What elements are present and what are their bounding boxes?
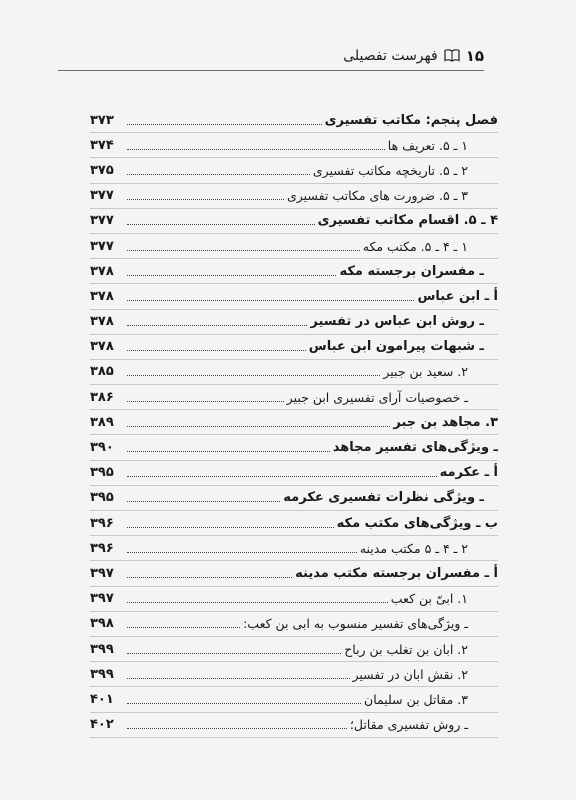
table-of-contents: [90, 108, 498, 738]
toc-entry-title: ۲. نقش ابان در تفسیر: [352, 666, 468, 682]
toc-entry: [90, 108, 498, 133]
toc-entry-page: ۳۹۸: [90, 616, 114, 632]
toc-entry-title: ۱ ـ ۴ ـ ۵. مکتب مکه: [362, 238, 468, 254]
toc-entry-page: ۳۷۴: [90, 137, 114, 153]
toc-entry-title: ۳. مجاهد بن جبر: [393, 414, 498, 430]
toc-entry-title: ـ روش تفسیری مقاتل؛: [349, 717, 468, 733]
page-number: ۱۵: [465, 47, 484, 65]
running-header: [58, 44, 484, 68]
dot-leader: [127, 577, 292, 578]
toc-entry-title: ـ ویژگی‌های تفسیر منسوب به ابی بن کعب:: [243, 616, 468, 632]
toc-entry-page: ۳۷۸: [90, 263, 114, 279]
dot-leader: [127, 300, 414, 301]
toc-entry-page: ۳۹۹: [90, 666, 114, 682]
header-title: فهرست تفصیلی: [343, 48, 438, 64]
toc-entry-page: ۴۰۲: [90, 717, 114, 733]
toc-entry-page: ۳۷۸: [90, 314, 114, 330]
toc-entry-page: ۳۹۶: [90, 540, 114, 556]
toc-entry-title: ـ ویژگی نظرات تفسیری عکرمه: [283, 490, 484, 506]
toc-entry: [90, 209, 498, 234]
dot-leader: [127, 401, 284, 402]
toc-entry-page: ۳۷۷: [90, 213, 114, 229]
book-icon: [444, 47, 460, 66]
dot-leader: [127, 728, 347, 729]
toc-entry-page: ۳۷۸: [90, 288, 114, 304]
toc-entry: [90, 536, 498, 561]
dot-leader: [127, 350, 306, 351]
toc-entry: [90, 335, 498, 360]
toc-entry-title: ۲. سعید بن جبیر: [383, 364, 468, 380]
dot-leader: [127, 678, 350, 679]
toc-entry: [90, 461, 498, 486]
toc-entry: [90, 612, 498, 637]
toc-entry-title: ـ روش ابن عباس در تفسیر: [310, 314, 484, 330]
toc-entry-page: ۳۹۹: [90, 641, 114, 657]
toc-entry: [90, 310, 498, 335]
toc-entry-page: ۳۷۷: [90, 188, 114, 204]
toc-entry: [90, 637, 498, 662]
toc-entry: [90, 662, 498, 687]
toc-entry-title: أ ـ عکرمه: [439, 465, 498, 481]
toc-entry-page: ۳۹۶: [90, 515, 114, 531]
dot-leader: [127, 149, 385, 150]
toc-entry-title: ۴ ـ ۵. اقسام مکاتب تفسیری: [317, 213, 498, 229]
toc-entry: [90, 234, 498, 259]
header-divider: [58, 70, 484, 71]
toc-entry-title: ۲. ابان بن تغلب بن رباح: [344, 641, 468, 657]
toc-entry-page: ۳۷۸: [90, 339, 114, 355]
toc-entry: [90, 713, 498, 738]
toc-entry-title: ـ شبهات پیرامون ابن عباس: [308, 339, 484, 355]
toc-entry-page: ۴۰۱: [90, 691, 114, 707]
dot-leader: [127, 627, 240, 628]
dot-leader: [127, 250, 360, 251]
toc-entry: [90, 410, 498, 435]
toc-entry-title: ۱. ابیّ بن کعب: [390, 591, 468, 607]
toc-entry-title: ـ مفسران برجسته مکه: [339, 263, 484, 279]
toc-entry: [90, 435, 498, 460]
toc-entry-title: ۲ ـ ۵. تاریخچه مکاتب تفسیری: [312, 162, 468, 178]
toc-entry: [90, 158, 498, 183]
toc-entry-title: ۲ ـ ۴ ـ ۵ مکتب مدینه: [359, 540, 468, 556]
toc-entry-title: ـ خصوصیات آرای تفسیری ابن جبیر: [286, 389, 468, 405]
dot-leader: [127, 602, 388, 603]
dot-leader: [127, 476, 437, 477]
toc-entry: [90, 587, 498, 612]
dot-leader: [127, 124, 322, 125]
dot-leader: [127, 325, 307, 326]
toc-entry-page: ۳۷۳: [90, 112, 114, 128]
toc-entry: [90, 486, 498, 511]
dot-leader: [127, 527, 334, 528]
toc-entry-title: فصل پنجم: مکاتب تفسیری: [324, 112, 498, 128]
toc-entry-title: ب ـ ویژگی‌های مکتب مکه: [336, 515, 498, 531]
toc-entry-page: ۳۸۵: [90, 364, 114, 380]
toc-entry-page: ۳۹۰: [90, 440, 114, 456]
toc-entry: [90, 184, 498, 209]
toc-entry: [90, 259, 498, 284]
dot-leader: [127, 426, 390, 427]
toc-entry: [90, 687, 498, 712]
toc-entry-page: ۳۹۷: [90, 591, 114, 607]
toc-entry: [90, 284, 498, 309]
toc-entry: [90, 385, 498, 410]
toc-entry-page: ۳۸۹: [90, 414, 114, 430]
dot-leader: [127, 224, 315, 225]
dot-leader: [127, 375, 380, 376]
dot-leader: [127, 501, 280, 502]
dot-leader: [127, 199, 284, 200]
dot-leader: [127, 552, 357, 553]
dot-leader: [127, 275, 336, 276]
toc-entry: [90, 360, 498, 385]
toc-entry-page: ۳۹۷: [90, 565, 114, 581]
dot-leader: [127, 703, 361, 704]
toc-entry-title: أ ـ ابن عباس: [417, 288, 498, 304]
toc-entry-page: ۳۹۵: [90, 465, 114, 481]
toc-entry-title: أ ـ مفسران برجسته مکتب مدینه: [295, 565, 498, 581]
dot-leader: [127, 174, 310, 175]
dot-leader: [127, 653, 341, 654]
dot-leader: [127, 451, 330, 452]
toc-entry-title: ۳. مقاتل بن سلیمان: [364, 691, 468, 707]
toc-entry-page: ۳۸۶: [90, 389, 114, 405]
toc-entry: [90, 133, 498, 158]
toc-entry-page: ۳۷۷: [90, 238, 114, 254]
toc-entry-title: ـ ویژگی‌های تفسیر مجاهد: [332, 440, 498, 456]
toc-entry: [90, 511, 498, 536]
toc-entry-title: ۱ ـ ۵. تعریف ها: [387, 137, 468, 153]
toc-entry-page: ۳۷۵: [90, 162, 114, 178]
toc-entry-page: ۳۹۵: [90, 490, 114, 506]
toc-entry: [90, 561, 498, 586]
toc-entry-title: ۳ ـ ۵. ضرورت های مکاتب تفسیری: [286, 188, 468, 204]
